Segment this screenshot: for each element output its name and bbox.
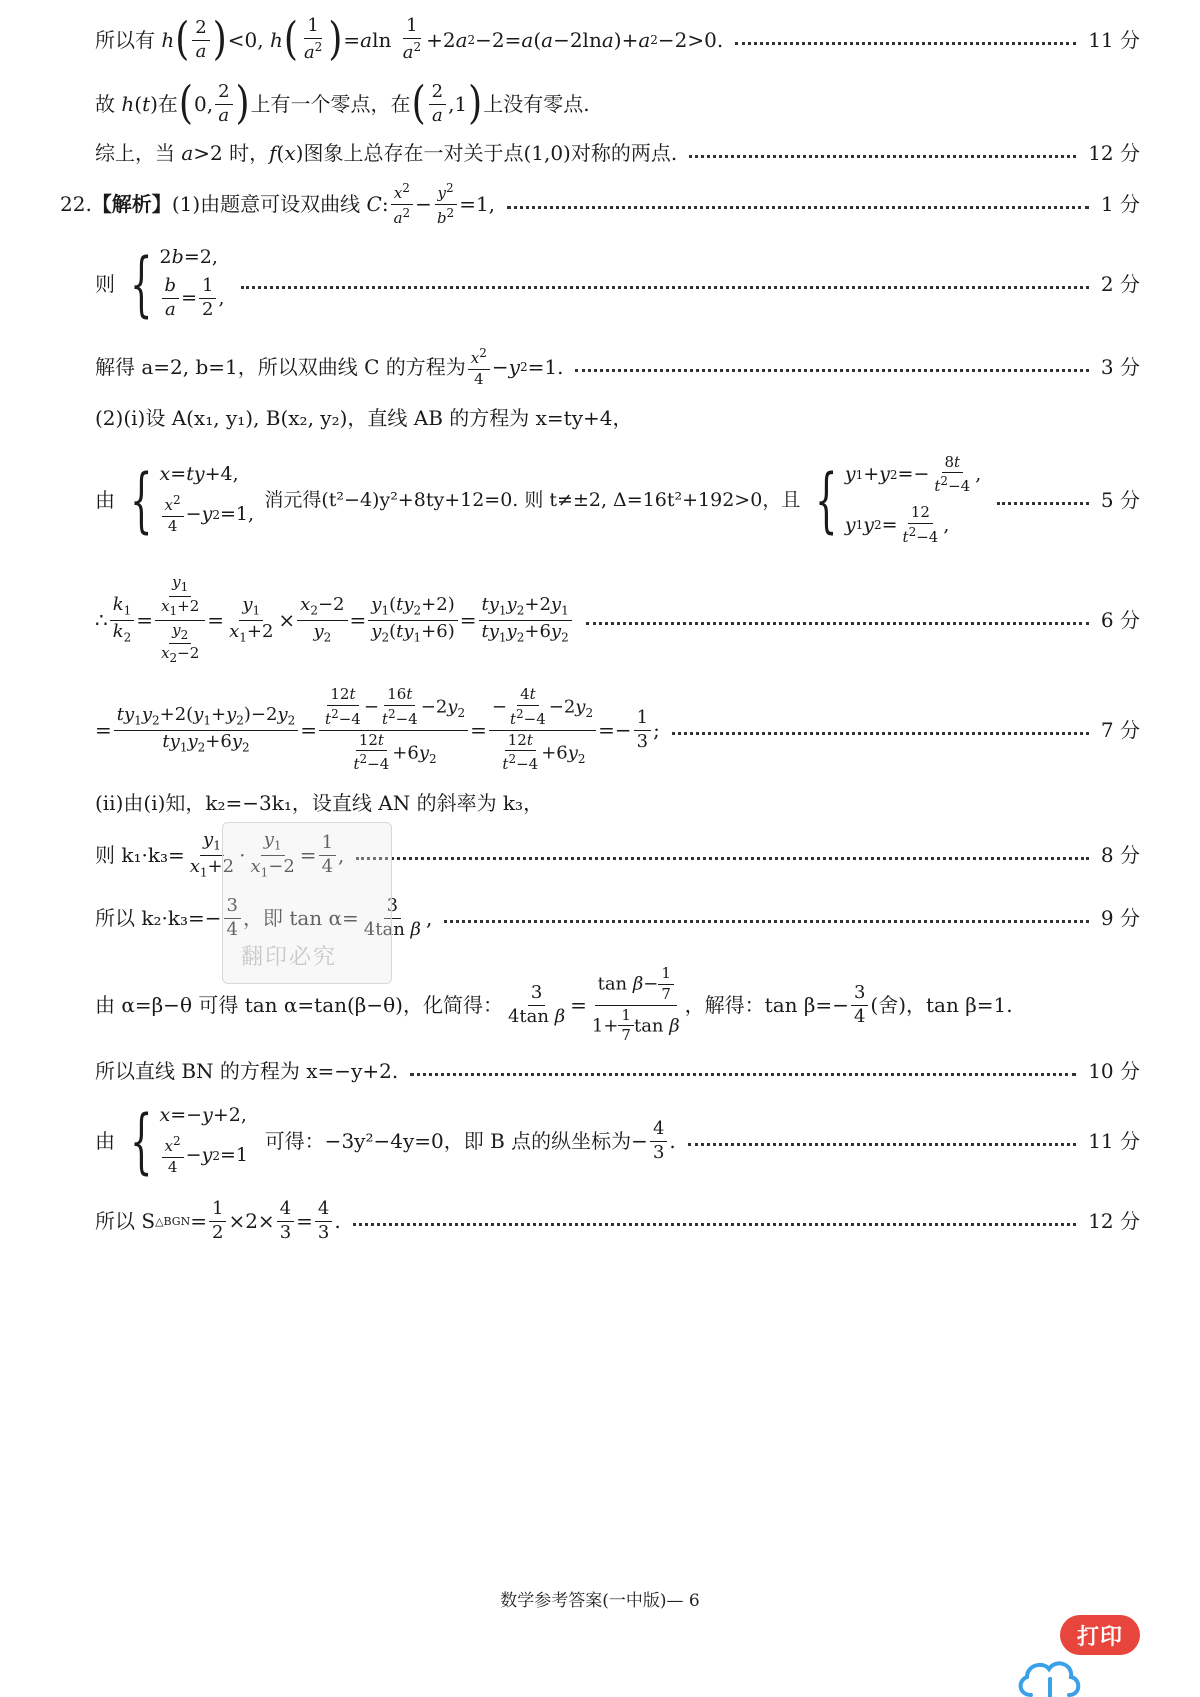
score: 6 分 (1100, 608, 1140, 632)
text: 上没有零点. (483, 92, 590, 116)
leader-dots (356, 855, 1089, 860)
score: 12 分 (1088, 1209, 1140, 1233)
text: 则 (95, 272, 115, 296)
question-number: 22. (60, 192, 92, 216)
text: 所以有 (95, 28, 155, 52)
analysis-tag: 【解析】 (91, 192, 172, 216)
equation-system: { x =− y +2, $\frac{x^2}{4}$ − y 2 =1 (130, 1100, 248, 1182)
score: 11 分 (1088, 28, 1140, 52)
score: 9 分 (1100, 906, 1140, 930)
line-12: 则 k₁·k₃= $\frac{y_1}{x_1+2}$ · $\frac{y_1}{x_1-2}$ = $\frac{1}{4}$ , 8 分 (95, 829, 1140, 880)
leader-dots (507, 204, 1089, 209)
text: 由 α=β−θ 可得 tan α=tan(β−θ)，化简得： (95, 993, 503, 1017)
score: 7 分 (1100, 718, 1140, 742)
equation-system: { x = ty +4, $\frac{x^2}{4}$ − y 2 =1, (130, 459, 255, 541)
line-5 (95, 240, 1140, 328)
text: ，解得：tan β= (684, 993, 833, 1017)
text: 解得 a=2, b=1，所以双曲线 C 的方程为 (95, 355, 466, 379)
text: (1)由题意可设双曲线 (171, 192, 361, 216)
text: 可得：−3y²−4y=0，即 B 点的纵坐标为 (264, 1129, 632, 1153)
text: 图象上总存在一对关于点(1,0)对称的两点. (303, 141, 678, 165)
text: 由 (95, 488, 115, 512)
page-footer: 数学参考答案(一中版)— 6 (500, 1591, 700, 1611)
equation-system: { y 1 + y 2 =− $\frac{8t}{t^2-4}$ , y 1 y 2 = $\frac{12}{t^2-4}$ , (815, 452, 982, 546)
text: (舍)，tan β=1. (870, 993, 1013, 1017)
line-3: 综上，当 a >2 时， f ( x ) 图象上总存在一对关于点(1,0)对称的两点. 12 分 (95, 141, 1140, 165)
leader-dots (689, 153, 1076, 158)
text: 则 k₁·k₃= (95, 843, 185, 867)
line-7 (95, 405, 1140, 431)
leader-dots (735, 40, 1076, 45)
cloud-upload-icon[interactable] (1015, 1655, 1085, 1697)
leader-dots (241, 284, 1089, 289)
text: 故 (95, 92, 115, 116)
text: ，即 tan α= (242, 906, 359, 930)
score: 10 分 (1088, 1059, 1140, 1083)
line-10: = $\frac{ty_1y_2+2(y_1+y_2)-2y_2}{ty_1y_2+6y_2}$ = $\frac{12t}{t^2-4}$ − $\frac{16t}{t^2-4}$ $-2y_2$ $\frac{12t}{t^2-4}$ $+6y_2$ = − $\frac{4t}{t^2-4}$ $-2y_2$ $\frac{12t}{t^2-4}$ $+6y_2$ =− $\frac{1}{3}$ ; 7 分 (95, 685, 1140, 774)
text: (2)(ⅰ)设 A(x₁, y₁), B(x₂, y₂)，直线 AB 的方程为 x=ty+4， (95, 406, 633, 430)
leader-dots (672, 730, 1089, 735)
text: 在 (157, 92, 178, 116)
text: (ⅱ)由(ⅰ)知，k₂=−3k₁，设直线 AN 的斜率为 k₃， (95, 791, 544, 815)
text: 所以 k₂·k₃= (95, 906, 205, 930)
text: 上有一个零点，在 (250, 92, 411, 116)
text: 消元得(t²−4)y²+8ty+12=0. 则 t≠±2, Δ=16t²+192>0，且 (264, 488, 801, 511)
score: 3 分 (1100, 355, 1140, 379)
line-16: 由 { x =− y +2, $\frac{x^2}{4}$ − y 2 =1 可得：−3y²−4y=0，即 B 点的纵坐标为 − $\frac{4}{3}$ . 11 分 (95, 1100, 1140, 1182)
watermark-stamp (222, 822, 392, 984)
text: 时， (229, 141, 270, 165)
equation-system: { 2 b =2, $\frac{b}{a}$ = $\frac{1}{2}$ , (130, 243, 225, 325)
subscript: △BGN (155, 1214, 191, 1228)
line-2: 故 h ( t ) 在 ( 0, $\frac{2}{a}$ ) 上有一个零点，在 ( $\frac{2}{a}$ ,1 ) 上没有零点. (95, 77, 590, 129)
line-14: 由 α=β−θ 可得 tan α=tan(β−θ)，化简得： $\frac{3}{\text{4tan β}}$ = tan β− $\frac{1}{7}$ 1+ $\frac{1}{7}$ tan β ，解得：tan β= − $\frac{3}{4}$ (舍)，tan β=1. (95, 964, 1013, 1045)
line-6: 解得 a=2, b=1，所以双曲线 C 的方程为 $\frac{x^2}{4}$ − y 2 =1. 3 分 (95, 345, 1140, 388)
line-15 (95, 1058, 1140, 1084)
text: 所以直线 BN 的方程为 x=−y+2. (95, 1059, 399, 1083)
line-17: 所以 S △BGN = $\frac{1}{2}$ ×2× $\frac{4}{3}$ = $\frac{4}{3}$ . 12 分 (95, 1197, 1140, 1243)
leader-dots (410, 1071, 1076, 1076)
text: 由 (95, 1129, 115, 1153)
leader-dots (586, 620, 1089, 625)
print-button[interactable]: 打印 (1060, 1615, 1140, 1655)
score: 2 分 (1100, 272, 1140, 296)
line-11 (95, 790, 1140, 816)
leader-dots (444, 918, 1089, 923)
line-13: 所以 k₂·k₃= − $\frac{3}{4}$ ，即 tan α= $\frac{3}{\text{4tan β}}$ , 9 分 (95, 894, 1140, 940)
line-4: 22. 【解析】 (1)由题意可设双曲线 C : $\frac{x^2}{a^2}$ − $\frac{y^2}{b^2}$ =1, 1 分 (60, 180, 1140, 227)
leader-dots (575, 367, 1088, 372)
leader-dots (688, 1141, 1076, 1146)
line-1: 所以有 h ( $\frac{2}{a}$ ) <0, h ( $\frac{1}{a^2}$ ) = a ln $\frac{1}{a^2}$ +2 a 2 −2= a ( a −2ln a )+ a 2 −2>0. 11 分 (95, 13, 1140, 65)
text: 所以 S (95, 1209, 156, 1233)
score: 12 分 (1088, 141, 1140, 165)
score: 8 分 (1100, 843, 1140, 867)
score: 11 分 (1088, 1129, 1140, 1153)
line-9: ∴ $\frac{k_1}{k_2}$ = $\frac{\frac{y_1}{x_1+2}}{\frac{y_2}{x_2-2}}$ = $\frac{y_1}{x_1+2}$ × $\frac{x_2-2}{y_2}$ = $\frac{y_1(ty_2+2)}{y_2(ty_1+6)}$ = $\frac{ty_1y_2+2y_1}{ty_1y_2+6y_2}$ 6 分 (95, 573, 1140, 666)
leader-dots (997, 500, 1089, 505)
line-8 (95, 450, 1140, 550)
score: 5 分 (1100, 488, 1140, 512)
text: 综上，当 (95, 141, 175, 165)
score: 1 分 (1100, 192, 1140, 216)
leader-dots (353, 1221, 1076, 1226)
watermark-text: 翻印必究 (241, 945, 338, 970)
